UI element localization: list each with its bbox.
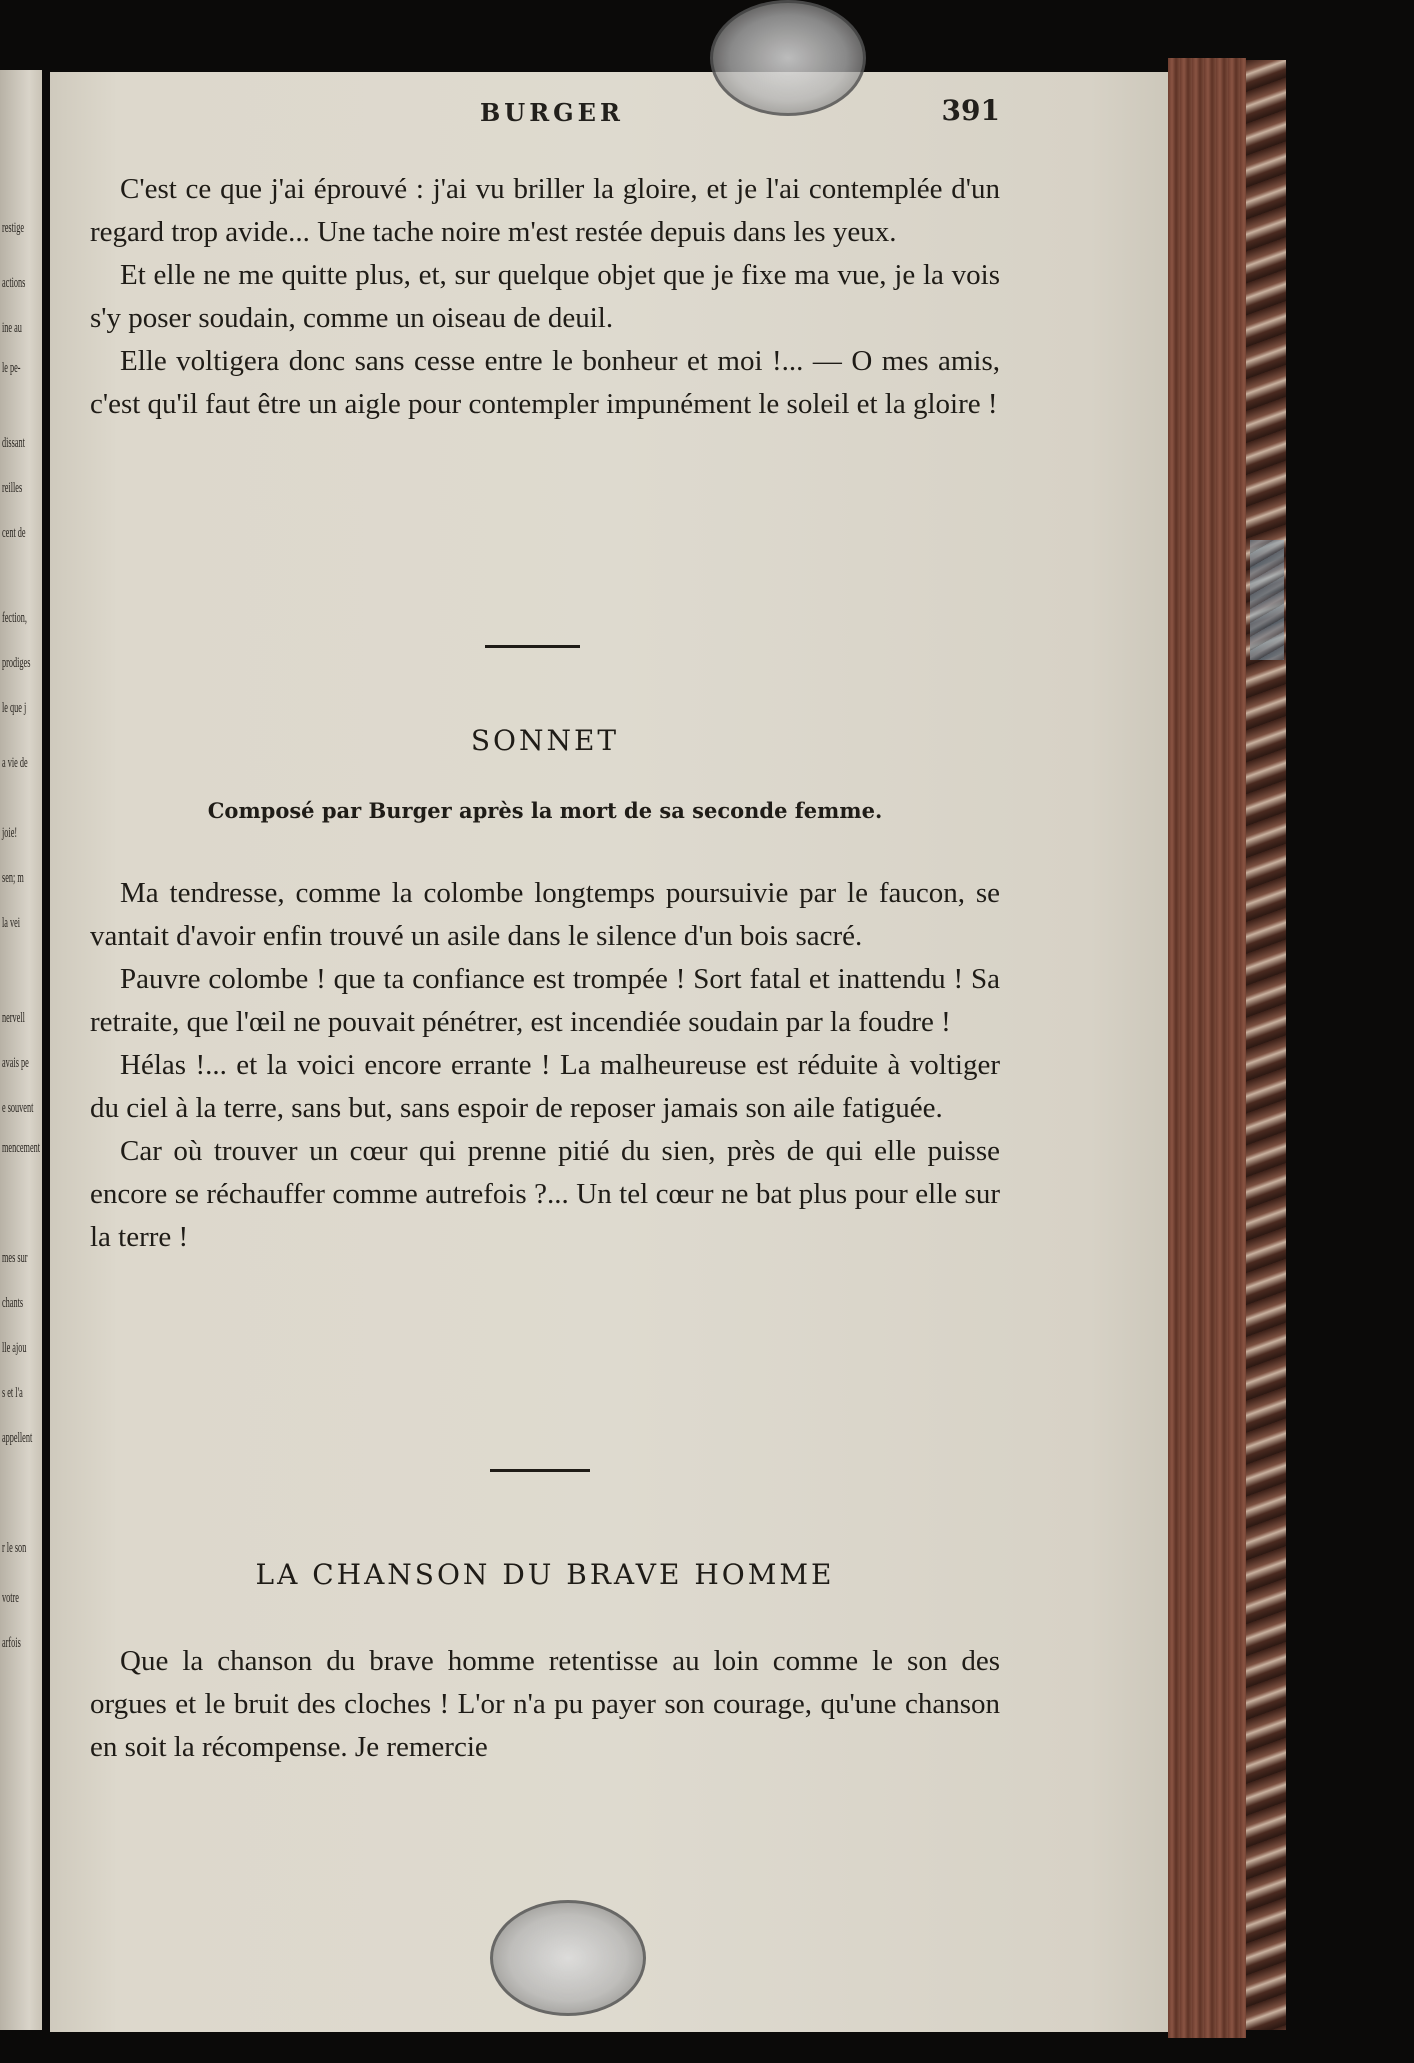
sonnet-text xyxy=(90,872,1000,1259)
opening-text xyxy=(90,168,1000,426)
page-clip-top xyxy=(710,0,866,116)
left-page-fragment: joie! xyxy=(2,825,18,841)
running-head-title: BURGER xyxy=(480,98,624,127)
left-page-fragment: le pe- xyxy=(2,360,21,376)
left-page-fragment: fection, xyxy=(2,610,27,626)
left-page-fragment: s et l'a xyxy=(2,1385,23,1401)
left-page-fragment: avais pe xyxy=(2,1055,29,1071)
marbled-cover-accent xyxy=(1250,540,1284,660)
left-page-fragment: r le son xyxy=(2,1540,27,1556)
page-number: 391 xyxy=(941,94,1000,127)
previous-page-edge xyxy=(0,70,42,2030)
sonnet-subtitle: Composé par Burger après la mort de sa seconde femme. xyxy=(207,798,883,823)
sonnet-paragraph-2: Pauvre colombe ! que ta confiance est trompée ! Sort fatal et inattendu ! Sa retraite, que l'œil ne pouvait pénétrer, est incendiée soudain par la foudre ! xyxy=(90,963,1000,1038)
marbled-cover xyxy=(1246,60,1286,2030)
left-page-fragment: la vei xyxy=(2,915,21,931)
left-page-fragment: sen; m xyxy=(2,870,24,886)
section-divider xyxy=(485,645,580,648)
sonnet-paragraph-1: Ma tendresse, comme la colombe longtemps poursuivie par le faucon, se vantait d'avoir enfin trouvé un asile dans le silence d'un bois sacré. xyxy=(90,877,1000,952)
opening-paragraph-2: Et elle ne me quitte plus, et, sur quelque objet que je fixe ma vue, je la vois s'y poser soudain, comme un oiseau de deuil. xyxy=(90,259,1000,334)
left-page-fragment: le que j xyxy=(2,700,27,716)
left-page-fragment: arfois xyxy=(2,1635,21,1651)
opening-paragraph-1: C'est ce que j'ai éprouvé : j'ai vu briller la gloire, et je l'ai contemplée d'un regard trop avide... Une tache noire m'est restée depuis dans les yeux. xyxy=(90,173,1000,248)
left-page-fragment: mencement xyxy=(2,1140,41,1156)
running-head xyxy=(90,94,1000,138)
sonnet-title: SONNET xyxy=(470,724,620,757)
chanson-title: LA CHANSON DU BRAVE HOMME xyxy=(255,1558,835,1591)
sonnet-paragraph-4: Car où trouver un cœur qui prenne pitié du sien, près de qui elle puisse encore se réchauffer comme autrefois ?... Un tel cœur ne bat plus pour elle sur la terre ! xyxy=(90,1135,1000,1253)
sonnet-paragraph-3: Hélas !... et la voici encore errante ! La malheureuse est réduite à voltiger du ciel à la terre, sans but, sans espoir de reposer jamais son aile fatiguée. xyxy=(90,1049,1000,1124)
left-page-fragment: appellent xyxy=(2,1430,33,1446)
left-page-fragment: a vie de xyxy=(2,755,28,771)
opening-paragraph-3: Elle voltigera donc sans cesse entre le bonheur et moi !... — O mes amis, c'est qu'il faut être un aigle pour contempler impunément le soleil et la gloire ! xyxy=(90,345,1000,420)
left-page-fragment: reilles xyxy=(2,480,23,496)
left-page-fragment: lle ajou xyxy=(2,1340,27,1356)
left-page-fragment: e souvent xyxy=(2,1100,34,1116)
left-page-fragment: nervell xyxy=(2,1010,25,1026)
page-clip-bottom xyxy=(490,1900,646,2016)
left-page-fragment: cent de xyxy=(2,525,26,541)
chanson-text xyxy=(90,1640,1000,1769)
left-page-fragment: chants xyxy=(2,1295,24,1311)
left-page-fragment: mes sur xyxy=(2,1250,28,1266)
left-page-fragment: actions xyxy=(2,275,26,291)
section-divider xyxy=(490,1469,590,1472)
left-page-fragment: restige xyxy=(2,220,24,236)
left-page-fragment: prodiges xyxy=(2,655,31,671)
left-page-fragment: dissant xyxy=(2,435,25,451)
left-page-fragment: votre xyxy=(2,1590,19,1606)
chanson-paragraph-1: Que la chanson du brave homme retentisse au loin comme le son des orgues et le bruit des cloches ! L'or n'a pu payer son courage, qu'une chanson en soit la récompense. Je remercie xyxy=(90,1645,1000,1763)
page-block-edge xyxy=(1168,58,1246,2038)
left-page-fragment: ine au xyxy=(2,320,22,336)
